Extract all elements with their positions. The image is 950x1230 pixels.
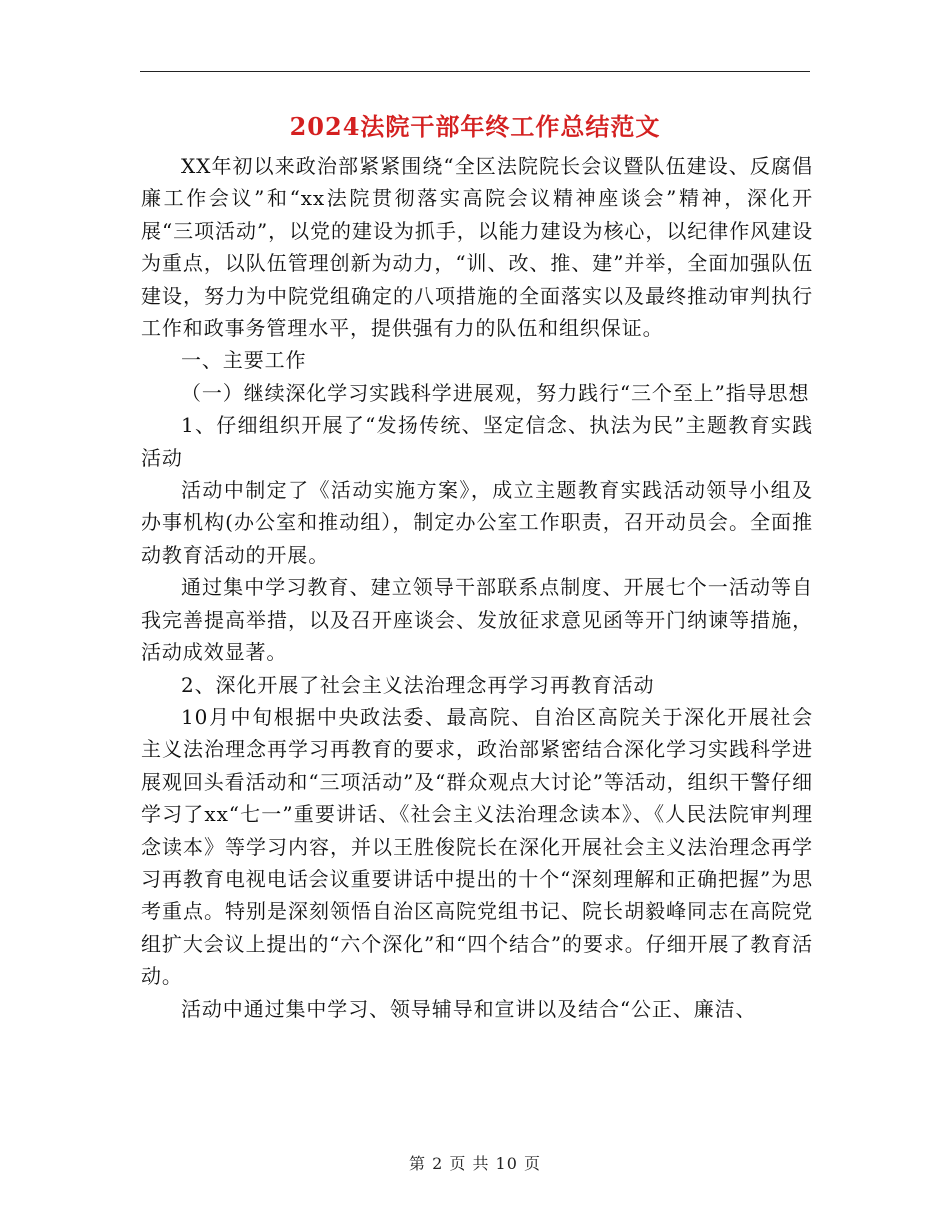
paragraph-item-1-results: 通过集中学习教育、建立领导干部联系点制度、开展七个一活动等自我完善提高举措，以及召开座谈会、发放征求意见函等开门纳谏等措施，活动成效显著。 [141, 575, 813, 665]
document-body [141, 150, 813, 1025]
page-number: 第 2 页 共 10 页 [409, 1154, 541, 1173]
paragraph-item-2-continued: 活动中通过集中学习、领导辅导和宣讲以及结合“公正、廉洁、 [181, 996, 757, 1021]
header-rule [140, 71, 810, 72]
heading-item-1: 1、仔细组织开展了“发扬传统、坚定信念、执法为民”主题教育实践活动 [141, 413, 813, 470]
paragraph-item-1-body: 活动中制定了《活动实施方案》，成立主题教育实践活动领导小组及办事机构(办公室和推动组），制定办公室工作职责，召开动员会。全面推动教育活动的开展。 [141, 478, 813, 567]
heading-item-2: 2、深化开展了社会主义法治理念再学习再教育活动 [181, 672, 655, 697]
page-footer [140, 1153, 810, 1175]
heading-section-1: （一）继续深化学习实践科学进展观，努力践行“三个至上”指导思想 [181, 380, 810, 405]
heading-main-work: 一、主要工作 [181, 348, 307, 373]
paragraph-item-2-body: 10月中旬根据中央政法委、最高院、自治区高院关于深化开展社会主义法治理念再学习再教育的要求，政治部紧密结合深化学习实践科学进展观回头看活动和“三项活动”及“群众观点大讨论”等活动，组织干警仔细学习了xx“七一”重要讲话、《社会主义法治理念读本》、《人民法院审判理念读本》等学习内容，并以王胜俊院长在深化开展社会主义法治理念再学习再教育电视电话会议重要讲话中提出的十个“深刻理解和正确把握”为思考重点。特别是深刻领悟自治区高院党组书记、院长胡毅峰同志在高院党组扩大会议上提出的“六个深化”和“四个结合”的要求。仔细开展了教育活动。 [141, 704, 813, 989]
document-title: 2024法院干部年终工作总结范文 [289, 112, 661, 141]
paragraph-intro: XX年初以来政治部紧紧围绕“全区法院院长会议暨队伍建设、反腐倡廉工作会议”和“xx法院贯彻落实高院会议精神座谈会”精神，深化开展“三项活动”，以党的建设为抓手，以能力建设为核心，以纪律作风建设为重点，以队伍管理创新为动力，“训、改、推、建”并举，全面加强队伍建设，努力为中院党组确定的八项措施的全面落实以及最终推动审判执行工作和政事务管理水平，提供强有力的队伍和组织保证。 [141, 154, 813, 341]
